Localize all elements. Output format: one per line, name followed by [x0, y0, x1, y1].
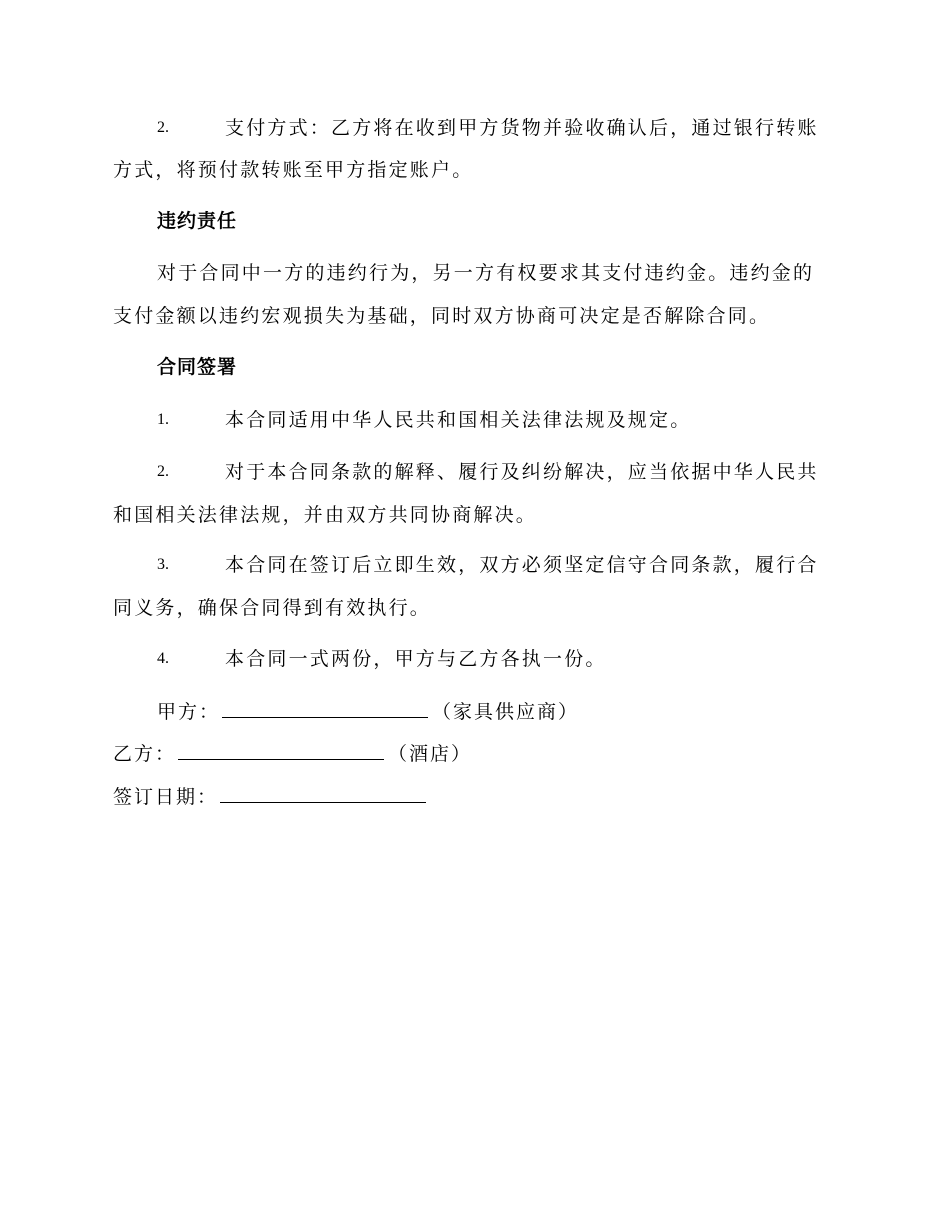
signing-item-number: 3. — [157, 556, 169, 573]
date-label: 签订日期： — [113, 786, 219, 808]
signing-item-number: 2. — [157, 463, 169, 480]
party-b-row — [113, 741, 472, 766]
breach-heading: 违约责任 — [157, 210, 238, 232]
signing-item-line-1: 本合同适用中华人民共和国相关法律法规及规定。 — [225, 409, 692, 431]
party-a-signature-line[interactable] — [222, 699, 428, 718]
signing-item-number: 4. — [157, 650, 169, 667]
signing-item-line-1: 本合同在签订后立即生效，双方必须坚定信守合同条款，履行合 — [225, 554, 819, 576]
party-a-label: 甲方： — [157, 701, 221, 723]
signing-item-line-2: 和国相关法律法规，并由双方共同协商解决。 — [113, 504, 538, 526]
signing-item-number: 1. — [157, 411, 169, 428]
payment-number: 2. — [157, 119, 169, 136]
signing-item-line-2: 同义务，确保合同得到有效执行。 — [113, 597, 432, 619]
party-b-note: （酒店） — [388, 743, 473, 765]
breach-line-2: 支付金额以违约宏观损失为基础，同时双方协商可决定是否解除合同。 — [113, 305, 771, 327]
breach-line-1: 对于合同中一方的违约行为，另一方有权要求其支付违约金。违约金的 — [157, 262, 815, 284]
party-b-signature-line[interactable] — [178, 741, 384, 760]
signing-item-line-1: 本合同一式两份，甲方与乙方各执一份。 — [225, 648, 607, 670]
payment-line-1: 支付方式：乙方将在收到甲方货物并验收确认后，通过银行转账 — [225, 117, 819, 139]
date-row — [113, 784, 430, 809]
party-a-note: （家具供应商） — [432, 701, 580, 723]
date-signature-line[interactable] — [220, 784, 426, 803]
signing-item-line-1: 对于本合同条款的解释、履行及纠纷解决，应当依据中华人民共 — [225, 461, 819, 483]
party-b-label: 乙方： — [113, 743, 177, 765]
payment-line-2: 方式，将预付款转账至甲方指定账户。 — [113, 159, 474, 181]
party-a-row — [157, 699, 579, 724]
signing-heading: 合同签署 — [157, 356, 238, 378]
